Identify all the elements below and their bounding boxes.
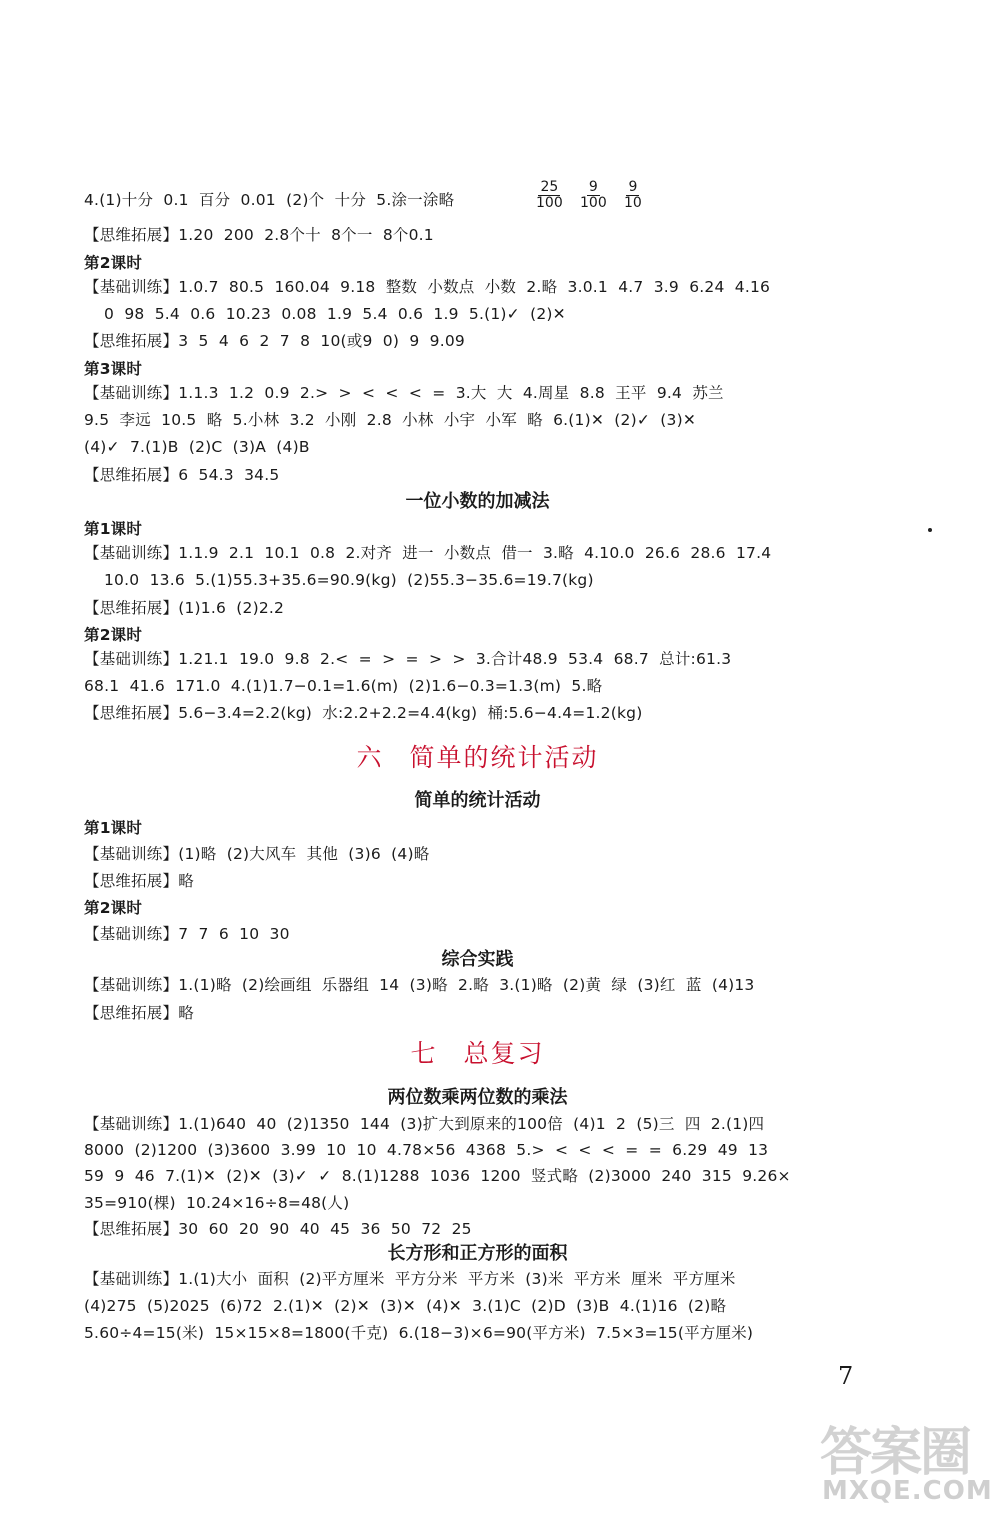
answer-line: 【思维拓展】略 (84, 1004, 194, 1022)
fraction-denominator: 10 (624, 195, 642, 211)
fraction-numerator: 25 (540, 179, 559, 195)
answer-line: 【基础训练】1.1.9 2.1 10.1 0.8 2.对齐 进一 小数点 借一 3.略 4.10.0 26.6 28.6 17.4 (84, 544, 772, 562)
fraction-denominator: 100 (580, 195, 607, 211)
watermark-title: 答案圈 (820, 1423, 971, 1483)
answer-line: 59 9 46 7.(1)✕ (2)✕ (3)✓ ✓ 8.(1)1288 1036 1200 竖式略 (2)3000 240 315 9.26× (84, 1167, 791, 1185)
answer-line: 【基础训练】(1)略 (2)大风车 其他 (3)6 (4)略 (84, 845, 430, 863)
answer-line: 8000 (2)1200 (3)3600 3.99 10 10 4.78×56 4368 5.> < < < = = 6.29 49 13 (84, 1141, 769, 1159)
answer-line: 【基础训练】1.0.7 80.5 160.04 9.18 整数 小数点 小数 2.略 3.0.1 4.7 3.9 6.24 4.16 (84, 278, 771, 296)
answer-line: 5.60÷4=15(米) 15×15×8=1800(千克) 6.(18−3)×6=90(平方米) 7.5×3=15(平方厘米) (84, 1324, 754, 1342)
answer-line: 4.(1)十分 0.1 百分 0.01 (2)个 十分 5.涂一涂略 (84, 191, 455, 209)
answer-line: 【基础训练】1.(1)640 40 (2)1350 144 (3)扩大到原来的100倍 (4)1 2 (5)三 四 2.(1)四 (84, 1115, 765, 1133)
answer-line: 【基础训练】1.21.1 19.0 9.8 2.< = > = > > 3.合计48.9 53.4 68.7 总计:61.3 (84, 650, 732, 668)
section-title: 两位数乘两位数的乘法 (387, 1087, 568, 1108)
chapter-name: 总复习 (463, 1039, 545, 1068)
fraction (536, 180, 563, 211)
fraction (624, 180, 642, 211)
lesson-heading: 第1课时 (84, 520, 143, 538)
answer-line: 【基础训练】1.1.3 1.2 0.9 2.> > < < < = 3.大 大 4.周星 8.8 王平 9.4 苏兰 (84, 384, 724, 402)
page-number: 7 (838, 1362, 854, 1390)
watermark-url: MXQE.COM (822, 1476, 993, 1506)
answer-line: (4)275 (5)2025 (6)72 2.(1)✕ (2)✕ (3)✕ (4)✕ 3.(1)C (2)D (3)B 4.(1)16 (2)略 (84, 1297, 727, 1315)
fraction (580, 180, 607, 211)
answer-line: 9.5 李远 10.5 略 5.小林 3.2 小刚 2.8 小林 小宇 小军 略 6.(1)✕ (2)✓ (3)✕ (84, 411, 697, 429)
answer-line: 0 98 5.4 0.6 10.23 0.08 1.9 5.4 0.6 1.9 5.(1)✓ (2)✕ (104, 305, 566, 323)
answer-line: 【思维拓展】1.20 200 2.8个十 8个一 8个0.1 (84, 226, 434, 244)
chapter-number: 七 (410, 1039, 438, 1068)
answer-line: 【思维拓展】6 54.3 34.5 (84, 466, 280, 484)
answer-line: 【基础训练】1.(1)略 (2)绘画组 乐器组 14 (3)略 2.略 3.(1)略 (2)黄 绿 (3)红 蓝 (4)13 (84, 976, 755, 994)
answer-line: 10.0 13.6 5.(1)55.3+35.6=90.9(kg) (2)55.3−35.6=19.7(kg) (104, 571, 594, 589)
section-title: 长方形和正方形的面积 (387, 1243, 568, 1264)
lesson-heading: 第1课时 (84, 819, 143, 837)
answer-line: 【思维拓展】30 60 20 90 40 45 36 50 72 25 (84, 1220, 472, 1238)
answer-line: 【思维拓展】略 (84, 872, 194, 890)
fraction-numerator: 9 (588, 179, 598, 195)
answer-line: 【思维拓展】5.6−3.4=2.2(kg) 水:2.2+2.2=4.4(kg) 桶:5.6−4.4=1.2(kg) (84, 704, 643, 722)
lesson-heading: 第2课时 (84, 626, 143, 644)
chapter-name: 简单的统计活动 (409, 743, 599, 772)
answer-line: 【思维拓展】3 5 4 6 2 7 8 10(或9 0) 9 9.09 (84, 332, 465, 350)
watermark-logo (820, 1410, 993, 1518)
answer-line: 【基础训练】7 7 6 10 30 (84, 925, 290, 943)
chapter-title (0, 742, 955, 774)
lesson-heading: 第2课时 (84, 254, 143, 272)
section-title: 综合实践 (441, 949, 514, 970)
fraction-denominator: 100 (536, 195, 563, 211)
lesson-heading: 第3课时 (84, 360, 143, 378)
section-title: 简单的统计活动 (414, 790, 541, 811)
lesson-heading: 第2课时 (84, 899, 143, 917)
chapter-title (0, 1038, 955, 1070)
answer-line: 68.1 41.6 171.0 4.(1)1.7−0.1=1.6(m) (2)1.6−0.3=1.3(m) 5.略 (84, 677, 603, 695)
answer-line: 【基础训练】1.(1)大小 面积 (2)平方厘米 平方分米 平方米 (3)米 平方米 厘米 平方厘米 (84, 1270, 736, 1288)
section-title: 一位小数的加减法 (405, 491, 550, 512)
answer-line: (4)✓ 7.(1)B (2)C (3)A (4)B (84, 438, 310, 456)
fraction-numerator: 9 (628, 179, 638, 195)
printed-dot (928, 528, 932, 532)
answer-line: 35=910(棵) 10.24×16÷8=48(人) (84, 1194, 350, 1212)
answer-line: 【思维拓展】(1)1.6 (2)2.2 (84, 599, 285, 617)
chapter-number: 六 (356, 743, 384, 772)
